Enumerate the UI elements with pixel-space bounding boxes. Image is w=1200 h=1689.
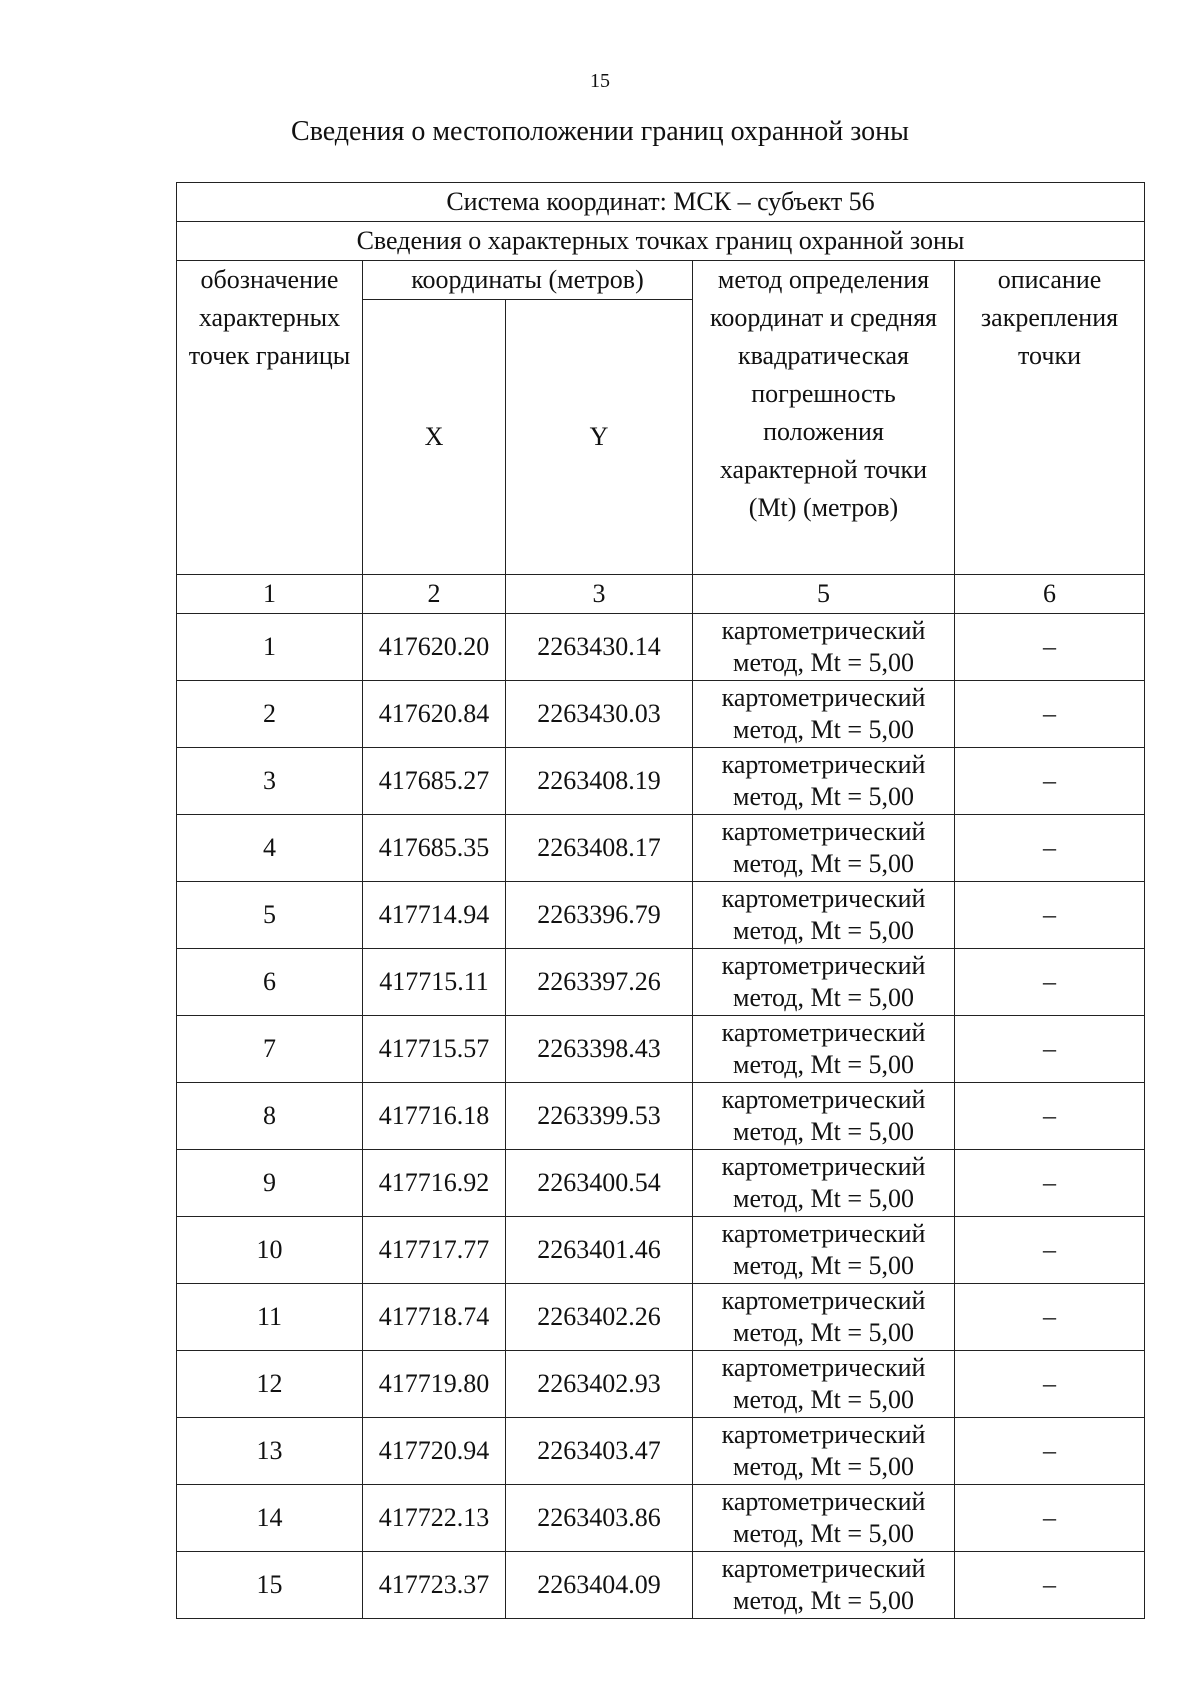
header-designation: обозначение характерных точек границы <box>177 261 363 575</box>
method-line: картометрический <box>721 1554 926 1583</box>
method-cell <box>693 1083 955 1150</box>
x-coordinate-cell: 417718.74 <box>363 1284 506 1351</box>
description-cell: – <box>955 815 1145 882</box>
y-coordinate-cell: 2263404.09 <box>506 1552 693 1619</box>
table-row <box>177 882 1145 949</box>
column-number: 5 <box>693 575 955 614</box>
method-cell <box>693 949 955 1016</box>
table-row <box>177 1485 1145 1552</box>
table-row <box>177 681 1145 748</box>
method-line: метод, Mt = 5,00 <box>733 1519 914 1548</box>
description-cell: – <box>955 681 1145 748</box>
method-line: картометрический <box>721 1018 926 1047</box>
method-line: метод, Mt = 5,00 <box>733 1184 914 1213</box>
method-cell <box>693 1485 955 1552</box>
method-line: картометрический <box>721 616 926 645</box>
section-caption: Сведения о характерных точках границ охранной зоны <box>177 222 1145 261</box>
method-line: картометрический <box>721 1085 926 1114</box>
method-line: метод, Mt = 5,00 <box>733 1385 914 1414</box>
description-cell: – <box>955 1217 1145 1284</box>
method-line: метод, Mt = 5,00 <box>733 1586 914 1615</box>
method-cell <box>693 1016 955 1083</box>
point-number-cell: 9 <box>177 1150 363 1217</box>
method-line: метод, Mt = 5,00 <box>733 1251 914 1280</box>
method-line: метод, Mt = 5,00 <box>733 1318 914 1347</box>
method-line: метод, Mt = 5,00 <box>733 1050 914 1079</box>
method-line: картометрический <box>721 1420 926 1449</box>
method-cell <box>693 1351 955 1418</box>
x-coordinate-cell: 417685.27 <box>363 748 506 815</box>
method-cell <box>693 1418 955 1485</box>
coordinate-system-caption: Система координат: МСК – субъект 56 <box>177 183 1145 222</box>
y-coordinate-cell: 2263397.26 <box>506 949 693 1016</box>
header-x: X <box>363 300 506 575</box>
method-line: картометрический <box>721 1487 926 1516</box>
method-cell <box>693 1217 955 1284</box>
x-coordinate-cell: 417715.11 <box>363 949 506 1016</box>
method-line: картометрический <box>721 1152 926 1181</box>
method-line: картометрический <box>721 817 926 846</box>
point-number-cell: 7 <box>177 1016 363 1083</box>
method-line: метод, Mt = 5,00 <box>733 983 914 1012</box>
page-title: Сведения о местоположении границ охранной зоны <box>291 116 909 147</box>
description-cell: – <box>955 614 1145 681</box>
method-line: метод, Mt = 5,00 <box>733 916 914 945</box>
method-line: картометрический <box>721 951 926 980</box>
method-line: метод, Mt = 5,00 <box>733 782 914 811</box>
boundary-points-table <box>176 182 1145 1619</box>
table-row <box>177 614 1145 681</box>
method-line: картометрический <box>721 1353 926 1382</box>
y-coordinate-cell: 2263430.14 <box>506 614 693 681</box>
method-cell <box>693 614 955 681</box>
column-number: 2 <box>363 575 506 614</box>
header-coordinates: координаты (метров) <box>363 261 693 300</box>
x-coordinate-cell: 417716.92 <box>363 1150 506 1217</box>
method-cell <box>693 748 955 815</box>
y-coordinate-cell: 2263430.03 <box>506 681 693 748</box>
y-coordinate-cell: 2263408.19 <box>506 748 693 815</box>
point-number-cell: 15 <box>177 1552 363 1619</box>
x-coordinate-cell: 417715.57 <box>363 1016 506 1083</box>
y-coordinate-cell: 2263396.79 <box>506 882 693 949</box>
method-cell <box>693 681 955 748</box>
method-cell <box>693 1150 955 1217</box>
y-coordinate-cell: 2263403.47 <box>506 1418 693 1485</box>
point-number-cell: 6 <box>177 949 363 1016</box>
y-coordinate-cell: 2263399.53 <box>506 1083 693 1150</box>
method-line: метод, Mt = 5,00 <box>733 849 914 878</box>
y-coordinate-cell: 2263401.46 <box>506 1217 693 1284</box>
table-row <box>177 1083 1145 1150</box>
description-cell: – <box>955 882 1145 949</box>
point-number-cell: 12 <box>177 1351 363 1418</box>
method-line: картометрический <box>721 884 926 913</box>
description-cell: – <box>955 1485 1145 1552</box>
method-line: картометрический <box>721 1286 926 1315</box>
point-number-cell: 8 <box>177 1083 363 1150</box>
method-cell <box>693 815 955 882</box>
description-cell: – <box>955 1552 1145 1619</box>
x-coordinate-cell: 417620.20 <box>363 614 506 681</box>
point-number-cell: 13 <box>177 1418 363 1485</box>
y-coordinate-cell: 2263402.93 <box>506 1351 693 1418</box>
point-number-cell: 5 <box>177 882 363 949</box>
description-cell: – <box>955 949 1145 1016</box>
method-line: метод, Mt = 5,00 <box>733 715 914 744</box>
x-coordinate-cell: 417716.18 <box>363 1083 506 1150</box>
x-coordinate-cell: 417717.77 <box>363 1217 506 1284</box>
description-cell: – <box>955 1150 1145 1217</box>
table-row <box>177 1418 1145 1485</box>
point-number-cell: 3 <box>177 748 363 815</box>
point-number-cell: 10 <box>177 1217 363 1284</box>
column-number: 1 <box>177 575 363 614</box>
y-coordinate-cell: 2263400.54 <box>506 1150 693 1217</box>
method-line: картометрический <box>721 1219 926 1248</box>
method-cell <box>693 1284 955 1351</box>
point-number-cell: 2 <box>177 681 363 748</box>
y-coordinate-cell: 2263408.17 <box>506 815 693 882</box>
table-row <box>177 1150 1145 1217</box>
x-coordinate-cell: 417685.35 <box>363 815 506 882</box>
header-method: метод определения координат и средняя квадратическая погрешность положения характерной точки (Mt) (метров) <box>693 261 955 575</box>
table-row <box>177 815 1145 882</box>
description-cell: – <box>955 1351 1145 1418</box>
description-cell: – <box>955 1016 1145 1083</box>
x-coordinate-cell: 417722.13 <box>363 1485 506 1552</box>
point-number-cell: 1 <box>177 614 363 681</box>
column-number: 6 <box>955 575 1145 614</box>
method-cell <box>693 1552 955 1619</box>
y-coordinate-cell: 2263403.86 <box>506 1485 693 1552</box>
x-coordinate-cell: 417723.37 <box>363 1552 506 1619</box>
table-row <box>177 1217 1145 1284</box>
x-coordinate-cell: 417714.94 <box>363 882 506 949</box>
x-coordinate-cell: 417620.84 <box>363 681 506 748</box>
method-line: картометрический <box>721 683 926 712</box>
point-number-cell: 11 <box>177 1284 363 1351</box>
description-cell: – <box>955 1418 1145 1485</box>
point-number-cell: 4 <box>177 815 363 882</box>
method-cell <box>693 882 955 949</box>
header-y: Y <box>506 300 693 575</box>
description-cell: – <box>955 1284 1145 1351</box>
table-row <box>177 1552 1145 1619</box>
column-number: 3 <box>506 575 693 614</box>
x-coordinate-cell: 417719.80 <box>363 1351 506 1418</box>
y-coordinate-cell: 2263398.43 <box>506 1016 693 1083</box>
method-line: метод, Mt = 5,00 <box>733 1117 914 1146</box>
table-row <box>177 1016 1145 1083</box>
method-line: метод, Mt = 5,00 <box>733 648 914 677</box>
method-line: метод, Mt = 5,00 <box>733 1452 914 1481</box>
table-row <box>177 949 1145 1016</box>
x-coordinate-cell: 417720.94 <box>363 1418 506 1485</box>
description-cell: – <box>955 748 1145 815</box>
page-number: 15 <box>590 70 610 92</box>
description-cell: – <box>955 1083 1145 1150</box>
table-row <box>177 748 1145 815</box>
method-line: картометрический <box>721 750 926 779</box>
table-row <box>177 1351 1145 1418</box>
header-description: описание закрепления точки <box>955 261 1145 575</box>
table-row <box>177 1284 1145 1351</box>
y-coordinate-cell: 2263402.26 <box>506 1284 693 1351</box>
point-number-cell: 14 <box>177 1485 363 1552</box>
